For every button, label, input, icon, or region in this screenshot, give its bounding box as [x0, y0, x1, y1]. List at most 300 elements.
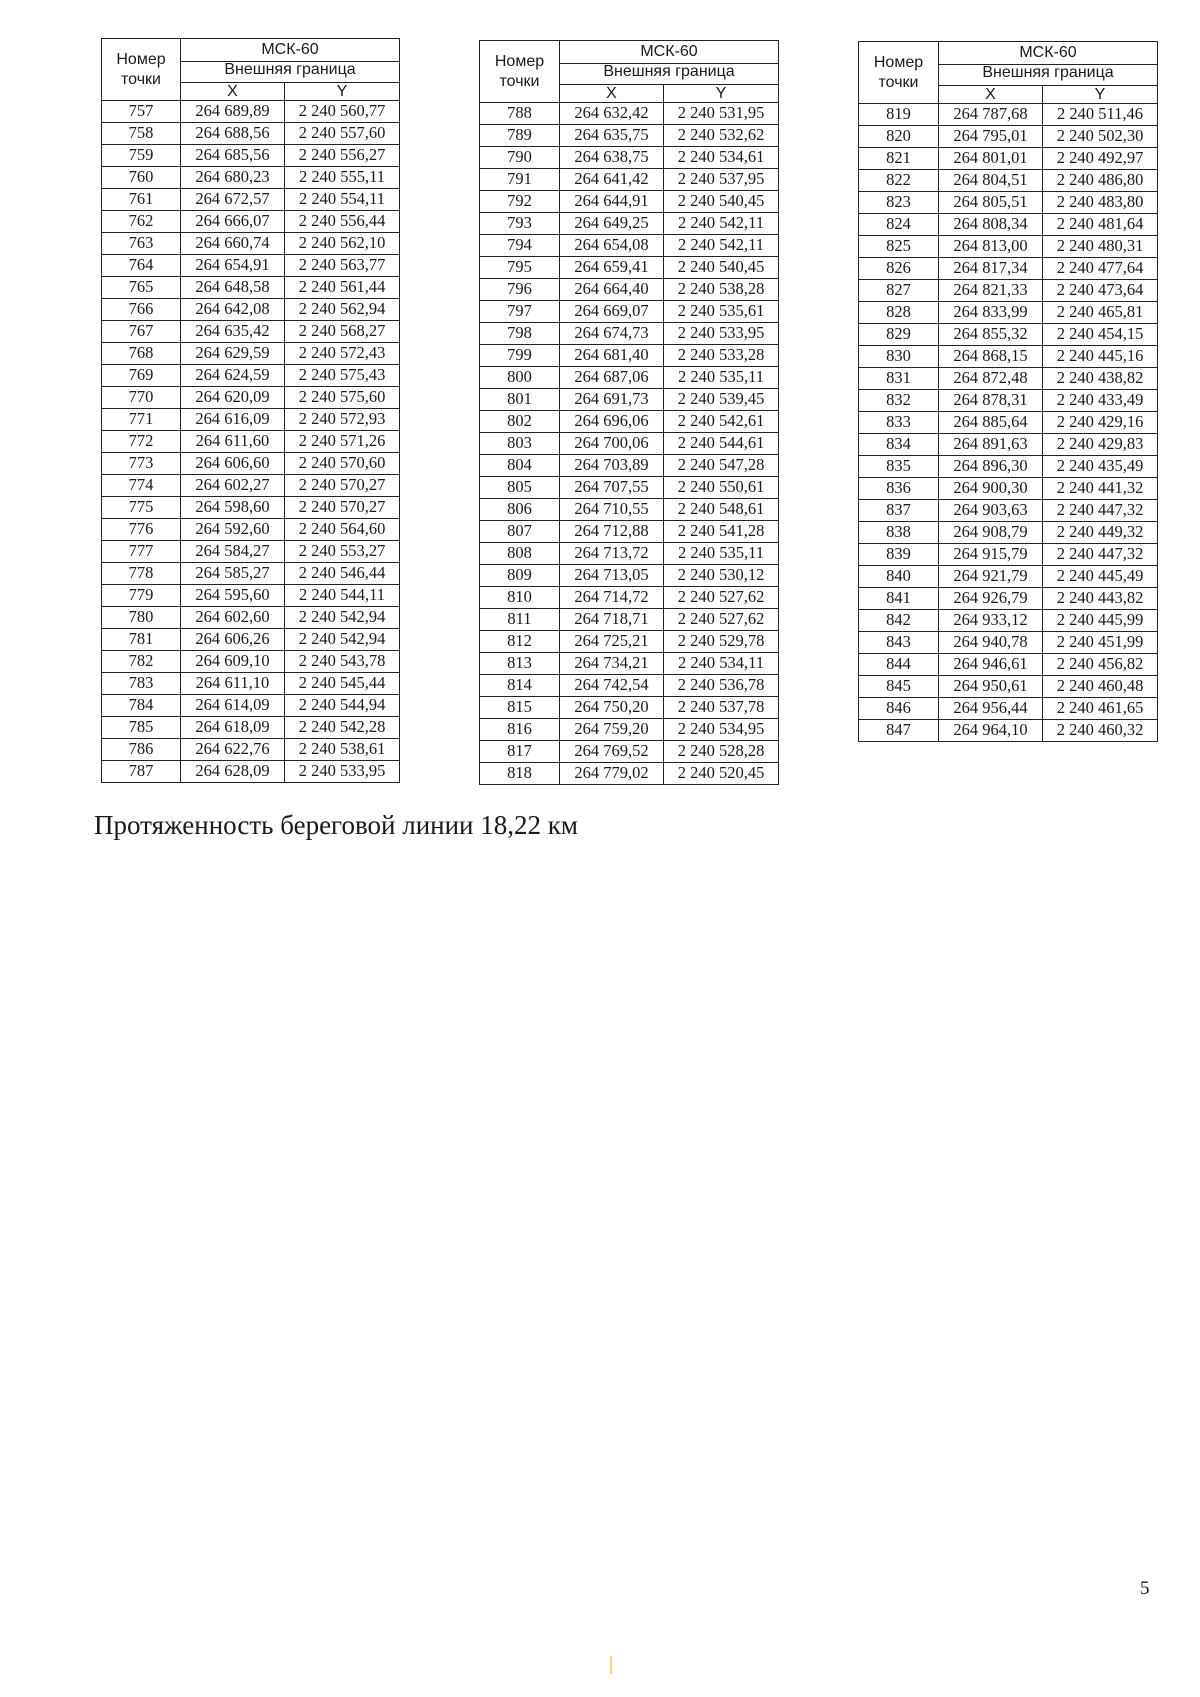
table-row — [480, 103, 779, 125]
x-coordinate-cell: 264 691,73 — [560, 389, 664, 411]
point-number-cell: 772 — [102, 431, 181, 453]
x-coordinate-cell: 264 620,09 — [181, 387, 285, 409]
y-coordinate-cell: 2 240 492,97 — [1043, 148, 1158, 170]
table-row — [859, 500, 1158, 522]
x-coordinate-cell: 264 703,89 — [560, 455, 664, 477]
point-number-cell: 795 — [480, 257, 560, 279]
table-row — [859, 346, 1158, 368]
y-coordinate-cell: 2 240 542,94 — [285, 629, 400, 651]
table-row — [102, 717, 400, 739]
point-number-cell: 844 — [859, 654, 939, 676]
x-coordinate-cell: 264 964,10 — [939, 720, 1043, 742]
table-row — [480, 521, 779, 543]
table-row — [102, 607, 400, 629]
y-coordinate-cell: 2 240 550,61 — [664, 477, 779, 499]
point-number-cell: 757 — [102, 101, 181, 123]
y-coordinate-cell: 2 240 546,44 — [285, 563, 400, 585]
y-coordinate-cell: 2 240 575,60 — [285, 387, 400, 409]
y-coordinate-cell: 2 240 435,49 — [1043, 456, 1158, 478]
table-row — [102, 233, 400, 255]
point-number-cell: 808 — [480, 543, 560, 565]
table-row — [102, 409, 400, 431]
point-number-cell: 790 — [480, 147, 560, 169]
point-number-cell: 843 — [859, 632, 939, 654]
x-coordinate-cell: 264 872,48 — [939, 368, 1043, 390]
y-coordinate-cell: 2 240 534,95 — [664, 719, 779, 741]
table-row — [859, 588, 1158, 610]
table-row — [480, 257, 779, 279]
point-number-cell: 792 — [480, 191, 560, 213]
table-row — [102, 365, 400, 387]
y-coordinate-cell: 2 240 477,64 — [1043, 258, 1158, 280]
point-number-cell: 824 — [859, 214, 939, 236]
y-coordinate-cell: 2 240 447,32 — [1043, 544, 1158, 566]
x-coordinate-cell: 264 602,60 — [181, 607, 285, 629]
point-number-cell: 800 — [480, 367, 560, 389]
table-row — [859, 170, 1158, 192]
y-coordinate-cell: 2 240 530,12 — [664, 565, 779, 587]
y-coordinate-cell: 2 240 570,27 — [285, 475, 400, 497]
point-number-cell: 821 — [859, 148, 939, 170]
point-number-cell: 833 — [859, 412, 939, 434]
x-coordinate-cell: 264 660,74 — [181, 233, 285, 255]
y-coordinate-cell: 2 240 548,61 — [664, 499, 779, 521]
y-coordinate-cell: 2 240 542,11 — [664, 235, 779, 257]
x-coordinate-cell: 264 696,06 — [560, 411, 664, 433]
table-row — [102, 387, 400, 409]
y-coordinate-cell: 2 240 528,28 — [664, 741, 779, 763]
y-coordinate-cell: 2 240 460,32 — [1043, 720, 1158, 742]
point-number-cell: 815 — [480, 697, 560, 719]
point-number-cell: 836 — [859, 478, 939, 500]
x-coordinate-cell: 264 642,08 — [181, 299, 285, 321]
point-number-header: Номер точки — [480, 41, 560, 103]
y-coordinate-cell: 2 240 533,28 — [664, 345, 779, 367]
table-row — [480, 719, 779, 741]
y-coordinate-cell: 2 240 556,27 — [285, 145, 400, 167]
coordinates-table-2 — [479, 40, 779, 785]
point-number-cell: 806 — [480, 499, 560, 521]
y-coordinate-cell: 2 240 547,28 — [664, 455, 779, 477]
y-coordinate-cell: 2 240 486,80 — [1043, 170, 1158, 192]
x-coordinate-cell: 264 718,71 — [560, 609, 664, 631]
point-number-cell: 842 — [859, 610, 939, 632]
x-coordinate-cell: 264 940,78 — [939, 632, 1043, 654]
y-coordinate-cell: 2 240 572,43 — [285, 343, 400, 365]
table-row — [102, 343, 400, 365]
point-number-cell: 780 — [102, 607, 181, 629]
point-number-cell: 783 — [102, 673, 181, 695]
x-coordinate-cell: 264 606,26 — [181, 629, 285, 651]
table-row — [480, 565, 779, 587]
x-coordinate-cell: 264 669,07 — [560, 301, 664, 323]
point-number-cell: 816 — [480, 719, 560, 741]
x-coordinate-cell: 264 595,60 — [181, 585, 285, 607]
point-number-cell: 846 — [859, 698, 939, 720]
y-coordinate-cell: 2 240 563,77 — [285, 255, 400, 277]
coastline-length-text: Протяженность береговой линии 18,22 км — [94, 810, 578, 840]
y-coordinate-cell: 2 240 456,82 — [1043, 654, 1158, 676]
table-row — [859, 654, 1158, 676]
y-coordinate-cell: 2 240 441,32 — [1043, 478, 1158, 500]
table-row — [859, 544, 1158, 566]
point-number-cell: 804 — [480, 455, 560, 477]
point-number-cell: 777 — [102, 541, 181, 563]
x-coordinate-cell: 264 584,27 — [181, 541, 285, 563]
y-coordinate-cell: 2 240 544,11 — [285, 585, 400, 607]
y-coordinate-cell: 2 240 556,44 — [285, 211, 400, 233]
point-number-cell: 776 — [102, 519, 181, 541]
x-coordinate-cell: 264 713,72 — [560, 543, 664, 565]
point-number-cell: 822 — [859, 170, 939, 192]
point-number-cell: 829 — [859, 324, 939, 346]
x-coordinate-cell: 264 689,89 — [181, 101, 285, 123]
table-row — [480, 741, 779, 763]
x-coordinate-cell: 264 808,34 — [939, 214, 1043, 236]
table-row — [102, 585, 400, 607]
y-coordinate-cell: 2 240 429,16 — [1043, 412, 1158, 434]
y-coordinate-cell: 2 240 541,28 — [664, 521, 779, 543]
coordinate-system-header: МСК-60 — [181, 39, 400, 62]
x-coordinate-cell: 264 759,20 — [560, 719, 664, 741]
coordinates-table-1 — [101, 38, 400, 783]
y-coordinate-cell: 2 240 544,94 — [285, 695, 400, 717]
point-number-cell: 758 — [102, 123, 181, 145]
x-coordinate-cell: 264 680,23 — [181, 167, 285, 189]
x-coordinate-cell: 264 795,01 — [939, 126, 1043, 148]
point-number-cell: 817 — [480, 741, 560, 763]
scan-artifact-mark — [610, 1656, 612, 1674]
point-number-cell: 832 — [859, 390, 939, 412]
point-number-cell: 770 — [102, 387, 181, 409]
x-coordinate-cell: 264 896,30 — [939, 456, 1043, 478]
x-coordinate-cell: 264 611,10 — [181, 673, 285, 695]
x-coordinate-cell: 264 641,42 — [560, 169, 664, 191]
table-body — [859, 104, 1158, 742]
table-body — [102, 101, 400, 783]
x-coordinate-cell: 264 742,54 — [560, 675, 664, 697]
table-row — [859, 676, 1158, 698]
y-coordinate-cell: 2 240 564,60 — [285, 519, 400, 541]
table-row — [859, 522, 1158, 544]
table-row — [102, 673, 400, 695]
table-row — [102, 167, 400, 189]
table-row — [102, 431, 400, 453]
point-number-cell: 778 — [102, 563, 181, 585]
point-number-cell: 769 — [102, 365, 181, 387]
y-coordinate-cell: 2 240 538,61 — [285, 739, 400, 761]
point-number-cell: 763 — [102, 233, 181, 255]
point-number-cell: 814 — [480, 675, 560, 697]
x-coordinate-cell: 264 804,51 — [939, 170, 1043, 192]
y-coordinate-cell: 2 240 543,78 — [285, 651, 400, 673]
table-row — [480, 235, 779, 257]
point-number-cell: 761 — [102, 189, 181, 211]
point-number-cell: 781 — [102, 629, 181, 651]
table-row — [102, 255, 400, 277]
point-number-cell: 760 — [102, 167, 181, 189]
table-row — [102, 299, 400, 321]
point-number-cell: 797 — [480, 301, 560, 323]
x-coordinate-cell: 264 664,40 — [560, 279, 664, 301]
x-coordinate-cell: 264 821,33 — [939, 280, 1043, 302]
x-coordinate-cell: 264 611,60 — [181, 431, 285, 453]
x-coordinate-cell: 264 624,59 — [181, 365, 285, 387]
y-coordinate-cell: 2 240 534,61 — [664, 147, 779, 169]
x-column-header: X — [939, 86, 1043, 104]
y-coordinate-cell: 2 240 542,61 — [664, 411, 779, 433]
point-number-cell: 798 — [480, 323, 560, 345]
x-coordinate-cell: 264 592,60 — [181, 519, 285, 541]
table-row — [480, 191, 779, 213]
y-coordinate-cell: 2 240 429,83 — [1043, 434, 1158, 456]
point-number-cell: 841 — [859, 588, 939, 610]
x-column-header: X — [181, 83, 285, 101]
y-coordinate-cell: 2 240 542,28 — [285, 717, 400, 739]
y-coordinate-cell: 2 240 571,26 — [285, 431, 400, 453]
y-coordinate-cell: 2 240 438,82 — [1043, 368, 1158, 390]
x-coordinate-cell: 264 644,91 — [560, 191, 664, 213]
point-number-cell: 837 — [859, 500, 939, 522]
coordinate-system-header: МСК-60 — [560, 41, 779, 64]
table-row — [859, 478, 1158, 500]
point-number-cell: 768 — [102, 343, 181, 365]
x-coordinate-cell: 264 688,56 — [181, 123, 285, 145]
x-coordinate-cell: 264 629,59 — [181, 343, 285, 365]
point-number-cell: 838 — [859, 522, 939, 544]
x-column-header: X — [560, 85, 664, 103]
x-coordinate-cell: 264 779,02 — [560, 763, 664, 785]
y-coordinate-cell: 2 240 539,45 — [664, 389, 779, 411]
point-number-cell: 787 — [102, 761, 181, 783]
table-row — [102, 453, 400, 475]
point-number-cell: 809 — [480, 565, 560, 587]
y-coordinate-cell: 2 240 480,31 — [1043, 236, 1158, 258]
x-coordinate-cell: 264 710,55 — [560, 499, 664, 521]
table-row — [859, 390, 1158, 412]
y-coordinate-cell: 2 240 542,11 — [664, 213, 779, 235]
point-number-header: Номер точки — [859, 42, 939, 104]
point-number-cell: 782 — [102, 651, 181, 673]
x-coordinate-cell: 264 672,57 — [181, 189, 285, 211]
y-coordinate-cell: 2 240 536,78 — [664, 675, 779, 697]
y-coordinate-cell: 2 240 562,94 — [285, 299, 400, 321]
x-coordinate-cell: 264 787,68 — [939, 104, 1043, 126]
x-coordinate-cell: 264 956,44 — [939, 698, 1043, 720]
point-number-cell: 847 — [859, 720, 939, 742]
point-number-cell: 775 — [102, 497, 181, 519]
x-coordinate-cell: 264 946,61 — [939, 654, 1043, 676]
point-number-cell: 759 — [102, 145, 181, 167]
x-coordinate-cell: 264 855,32 — [939, 324, 1043, 346]
x-coordinate-cell: 264 725,21 — [560, 631, 664, 653]
y-coordinate-cell: 2 240 460,48 — [1043, 676, 1158, 698]
y-coordinate-cell: 2 240 544,61 — [664, 433, 779, 455]
point-number-cell: 779 — [102, 585, 181, 607]
table-row — [480, 587, 779, 609]
y-coordinate-cell: 2 240 568,27 — [285, 321, 400, 343]
x-coordinate-cell: 264 659,41 — [560, 257, 664, 279]
y-coordinate-cell: 2 240 481,64 — [1043, 214, 1158, 236]
table-row — [859, 236, 1158, 258]
table-row — [480, 499, 779, 521]
point-number-cell: 825 — [859, 236, 939, 258]
x-coordinate-cell: 264 638,75 — [560, 147, 664, 169]
table-row — [480, 653, 779, 675]
point-number-cell: 764 — [102, 255, 181, 277]
y-coordinate-cell: 2 240 537,78 — [664, 697, 779, 719]
x-coordinate-cell: 264 817,34 — [939, 258, 1043, 280]
point-number-cell: 807 — [480, 521, 560, 543]
point-number-cell: 830 — [859, 346, 939, 368]
y-coordinate-cell: 2 240 535,11 — [664, 367, 779, 389]
x-coordinate-cell: 264 921,79 — [939, 566, 1043, 588]
y-coordinate-cell: 2 240 502,30 — [1043, 126, 1158, 148]
y-coordinate-cell: 2 240 570,60 — [285, 453, 400, 475]
table-row — [480, 169, 779, 191]
x-coordinate-cell: 264 628,09 — [181, 761, 285, 783]
table-row — [859, 214, 1158, 236]
x-coordinate-cell: 264 598,60 — [181, 497, 285, 519]
y-coordinate-cell: 2 240 560,77 — [285, 101, 400, 123]
table-row — [102, 629, 400, 651]
table-row — [859, 148, 1158, 170]
table-row — [102, 497, 400, 519]
table-row — [102, 761, 400, 783]
x-coordinate-cell: 264 654,08 — [560, 235, 664, 257]
y-coordinate-cell: 2 240 447,32 — [1043, 500, 1158, 522]
point-number-cell: 811 — [480, 609, 560, 631]
y-coordinate-cell: 2 240 445,99 — [1043, 610, 1158, 632]
table-row — [102, 321, 400, 343]
table-row — [102, 211, 400, 233]
x-coordinate-cell: 264 618,09 — [181, 717, 285, 739]
point-number-cell: 789 — [480, 125, 560, 147]
table-row — [859, 566, 1158, 588]
table-row — [480, 477, 779, 499]
x-coordinate-cell: 264 635,75 — [560, 125, 664, 147]
point-number-cell: 810 — [480, 587, 560, 609]
y-coordinate-cell: 2 240 465,81 — [1043, 302, 1158, 324]
y-coordinate-cell: 2 240 561,44 — [285, 277, 400, 299]
table-row — [102, 695, 400, 717]
table-row — [480, 345, 779, 367]
table-row — [859, 302, 1158, 324]
point-number-cell: 773 — [102, 453, 181, 475]
point-number-cell: 791 — [480, 169, 560, 191]
table-row — [480, 411, 779, 433]
point-number-cell: 839 — [859, 544, 939, 566]
y-coordinate-cell: 2 240 537,95 — [664, 169, 779, 191]
point-number-cell: 774 — [102, 475, 181, 497]
x-coordinate-cell: 264 712,88 — [560, 521, 664, 543]
x-coordinate-cell: 264 750,20 — [560, 697, 664, 719]
point-number-cell: 785 — [102, 717, 181, 739]
y-coordinate-cell: 2 240 532,62 — [664, 125, 779, 147]
x-coordinate-cell: 264 614,09 — [181, 695, 285, 717]
x-coordinate-cell: 264 878,31 — [939, 390, 1043, 412]
x-coordinate-cell: 264 801,01 — [939, 148, 1043, 170]
y-coordinate-cell: 2 240 445,49 — [1043, 566, 1158, 588]
table-row — [480, 301, 779, 323]
table-row — [480, 697, 779, 719]
table-row — [480, 543, 779, 565]
y-coordinate-cell: 2 240 454,15 — [1043, 324, 1158, 346]
table-row — [480, 389, 779, 411]
table-row — [859, 632, 1158, 654]
y-coordinate-cell: 2 240 535,61 — [664, 301, 779, 323]
table-row — [480, 763, 779, 785]
point-number-cell: 805 — [480, 477, 560, 499]
point-number-cell: 831 — [859, 368, 939, 390]
table-row — [859, 104, 1158, 126]
y-coordinate-cell: 2 240 562,10 — [285, 233, 400, 255]
table-body — [480, 103, 779, 785]
table-row — [480, 675, 779, 697]
coordinates-table-3 — [858, 41, 1158, 742]
x-coordinate-cell: 264 616,09 — [181, 409, 285, 431]
y-coordinate-cell: 2 240 511,46 — [1043, 104, 1158, 126]
point-number-cell: 835 — [859, 456, 939, 478]
x-coordinate-cell: 264 903,63 — [939, 500, 1043, 522]
y-coordinate-cell: 2 240 520,45 — [664, 763, 779, 785]
table-row — [480, 323, 779, 345]
table-row — [859, 720, 1158, 742]
point-number-cell: 762 — [102, 211, 181, 233]
x-coordinate-cell: 264 769,52 — [560, 741, 664, 763]
y-coordinate-cell: 2 240 451,99 — [1043, 632, 1158, 654]
point-number-cell: 828 — [859, 302, 939, 324]
boundary-header: Внешняя граница — [181, 62, 400, 83]
coordinate-system-header: МСК-60 — [939, 42, 1158, 65]
table-row — [859, 280, 1158, 302]
table-row — [102, 475, 400, 497]
x-coordinate-cell: 264 713,05 — [560, 565, 664, 587]
x-coordinate-cell: 264 602,27 — [181, 475, 285, 497]
x-coordinate-cell: 264 609,10 — [181, 651, 285, 673]
y-coordinate-cell: 2 240 533,95 — [285, 761, 400, 783]
y-coordinate-cell: 2 240 545,44 — [285, 673, 400, 695]
page-number: 5 — [1140, 1578, 1150, 1599]
point-number-cell: 788 — [480, 103, 560, 125]
x-coordinate-cell: 264 648,58 — [181, 277, 285, 299]
boundary-header: Внешняя граница — [939, 65, 1158, 86]
y-coordinate-cell: 2 240 527,62 — [664, 587, 779, 609]
y-coordinate-cell: 2 240 433,49 — [1043, 390, 1158, 412]
x-coordinate-cell: 264 891,63 — [939, 434, 1043, 456]
table-row — [859, 258, 1158, 280]
point-number-cell: 784 — [102, 695, 181, 717]
table-row — [480, 147, 779, 169]
y-coordinate-cell: 2 240 553,27 — [285, 541, 400, 563]
table-row — [102, 101, 400, 123]
x-coordinate-cell: 264 950,61 — [939, 676, 1043, 698]
x-coordinate-cell: 264 707,55 — [560, 477, 664, 499]
x-coordinate-cell: 264 666,07 — [181, 211, 285, 233]
y-coordinate-cell: 2 240 533,95 — [664, 323, 779, 345]
x-coordinate-cell: 264 685,56 — [181, 145, 285, 167]
y-coordinate-cell: 2 240 538,28 — [664, 279, 779, 301]
point-number-cell: 786 — [102, 739, 181, 761]
point-number-cell: 812 — [480, 631, 560, 653]
y-coordinate-cell: 2 240 557,60 — [285, 123, 400, 145]
table-row — [102, 541, 400, 563]
table-row — [480, 609, 779, 631]
x-coordinate-cell: 264 885,64 — [939, 412, 1043, 434]
table-row — [859, 324, 1158, 346]
y-coordinate-cell: 2 240 443,82 — [1043, 588, 1158, 610]
y-coordinate-cell: 2 240 461,65 — [1043, 698, 1158, 720]
